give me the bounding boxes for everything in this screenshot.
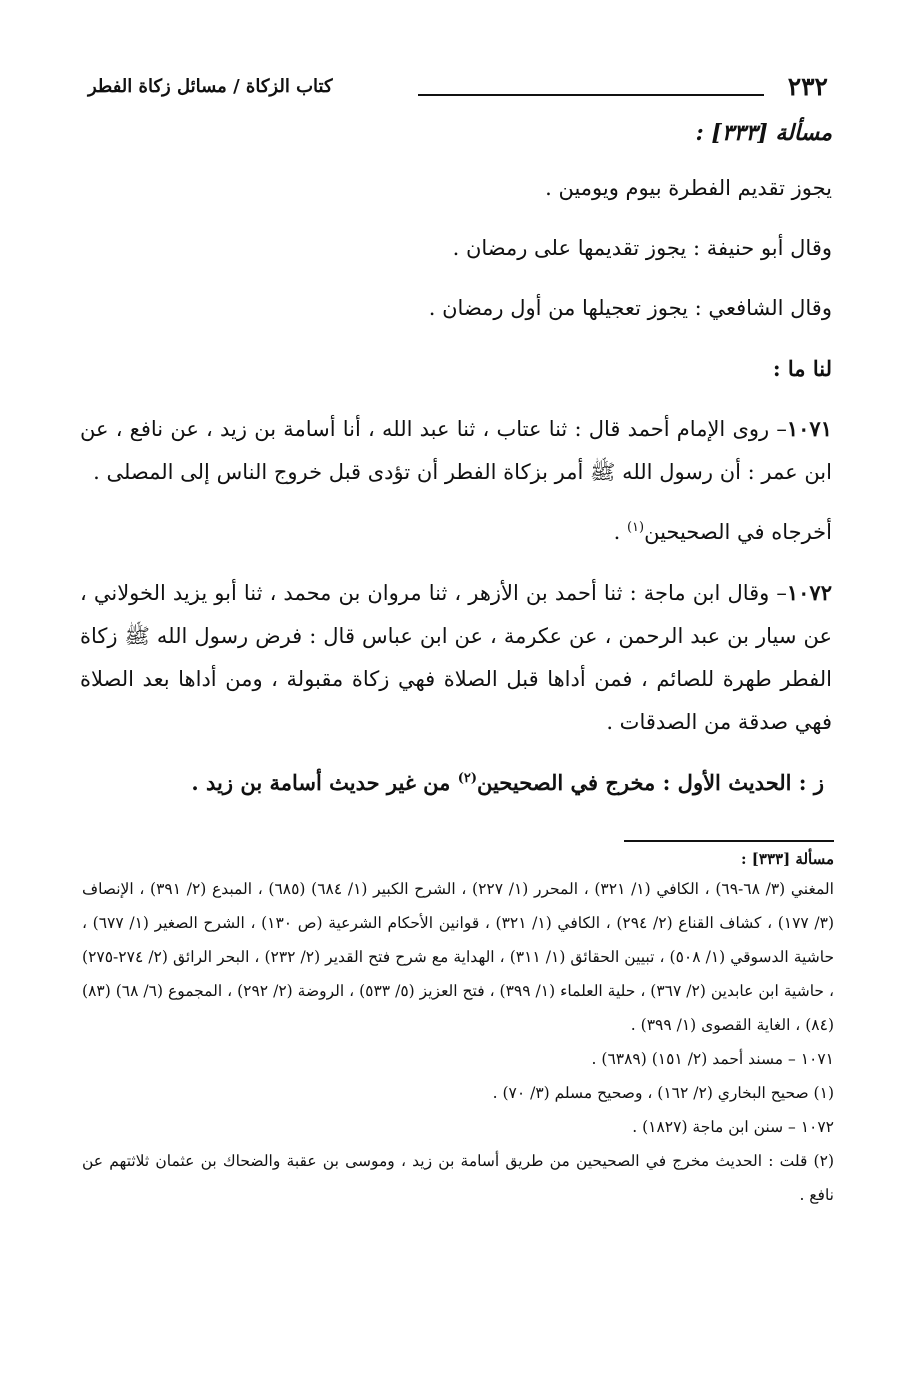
issue-heading: مسألة [٣٣٣] :: [695, 120, 832, 146]
main-text: [80, 112, 832, 804]
comment-prefix: ز : الحديث الأول : مخرج في الصحيحين: [476, 770, 824, 795]
running-title: كتاب الزكاة / مسائل زكاة الفطر: [88, 76, 333, 97]
hadith-1071-number: ١٠٧١: [786, 416, 832, 441]
takhrij-text: أخرجاه في الصحيحين: [644, 520, 832, 544]
footnote-2: (٢) قلت : الحديث مخرج في الصحيحين من طريق أسامة بن زيد ، وموسى بن عقبة والضحاك بن عثمان ثلاثتهم عن نافع .: [82, 1152, 834, 1204]
hadith-1072: [80, 571, 832, 744]
footnote-1: (١) صحيح البخاري (٢/ ١٦٢) ، وصحيح مسلم (٣/ ٧٠) .: [492, 1084, 834, 1102]
paragraph-2: وقال أبو حنيفة : يجوز تقديمها على رمضان .: [452, 236, 832, 260]
footnote-1072: ١٠٧٢ – سنن ابن ماجة (١٨٢٧) .: [632, 1118, 834, 1136]
page-number: ٢٣٢: [787, 72, 828, 101]
footnotes: [82, 846, 834, 1212]
paragraph-1: يجوز تقديم الفطرة بيوم ويومين .: [545, 176, 832, 200]
paragraph-4: لنا ما :: [772, 356, 832, 381]
hadith-1071-text: – روى الإمام أحمد قال : ثنا عتاب ، ثنا عبد الله ، أنا أسامة بن زيد ، عن نافع ، عن ابن عمر : أن رسول الله ﷺ أمر بزكاة الفطر أن تؤدى قبل خروج الناس إلى المصلى .: [80, 417, 832, 484]
footnote-ref-1: (١): [626, 520, 645, 535]
hadith-1071: [80, 407, 832, 494]
hadith-1072-number: ١٠٧٢: [786, 580, 832, 605]
hadith-1071-takhrij: [80, 511, 832, 554]
running-header: [88, 72, 828, 112]
author-comment: [80, 761, 832, 804]
paragraph-3: وقال الشافعي : يجوز تعجيلها من أول رمضان .: [428, 296, 832, 320]
footnote-references: المغني (٣/ ٦٨-٦٩) ، الكافي (١/ ٣٢١) ، المحرر (١/ ٢٢٧) ، الشرح الكبير (١/ ٦٨٤) (٦٨٥) ، المبدع (٢/ ٣٩١) ، الإنصاف (٣/ ١٧٧) ، كشاف القناع (٢/ ٢٩٤) ، الكافي (١/ ٣٢١) ، قوانين الأحكام الشرعية (ص ١٣٠) ، الشرح الصغير (١/ ٦٧٧) ، حاشية الدسوقي (١/ ٥٠٨) ، تبيين الحقائق (١/ ٣١١) ، الهداية مع شرح فتح القدير (٢/ ٢٣٢) ، البحر الرائق (٢/ ٢٧٤-٢٧٥) ، حاشية ابن عابدين (٢/ ٣٦٧) ، حلية العلماء (١/ ٣٩٩) ، فتح العزيز (٥/ ٥٣٣) ، الروضة (٢/ ٢٩٢) ، المجموع (٦/ ٦٨) (٨٣) (٨٤) ، الغاية القصوى (١/ ٣٩٩) .: [82, 880, 835, 1034]
footnote-separator: [624, 840, 834, 842]
takhrij-end: .: [613, 520, 627, 544]
footnote-ref-2: (٢): [457, 771, 477, 786]
hadith-1072-text: – وقال ابن ماجة : ثنا أحمد بن الأزهر ، ثنا مروان بن محمد ، ثنا أبو يزيد الخولاني ، عن سيار بن عبد الرحمن ، عن عكرمة ، عن ابن عباس قال : فرض رسول الله ﷺ زكاة الفطر طهرة للصائم ، فمن أداها قبل الصلاة فهي زكاة مقبولة ، ومن أداها بعد الصلاة فهي صدقة من الصدقات .: [80, 581, 832, 734]
header-rule: [418, 94, 764, 96]
footnote-issue-label: مسألة [٣٣٣] :: [741, 850, 834, 868]
footnote-1071: ١٠٧١ – مسند أحمد (٢/ ١٥١) (٦٣٨٩) .: [591, 1050, 834, 1068]
comment-rest: من غير حديث أسامة بن زيد .: [191, 770, 458, 795]
